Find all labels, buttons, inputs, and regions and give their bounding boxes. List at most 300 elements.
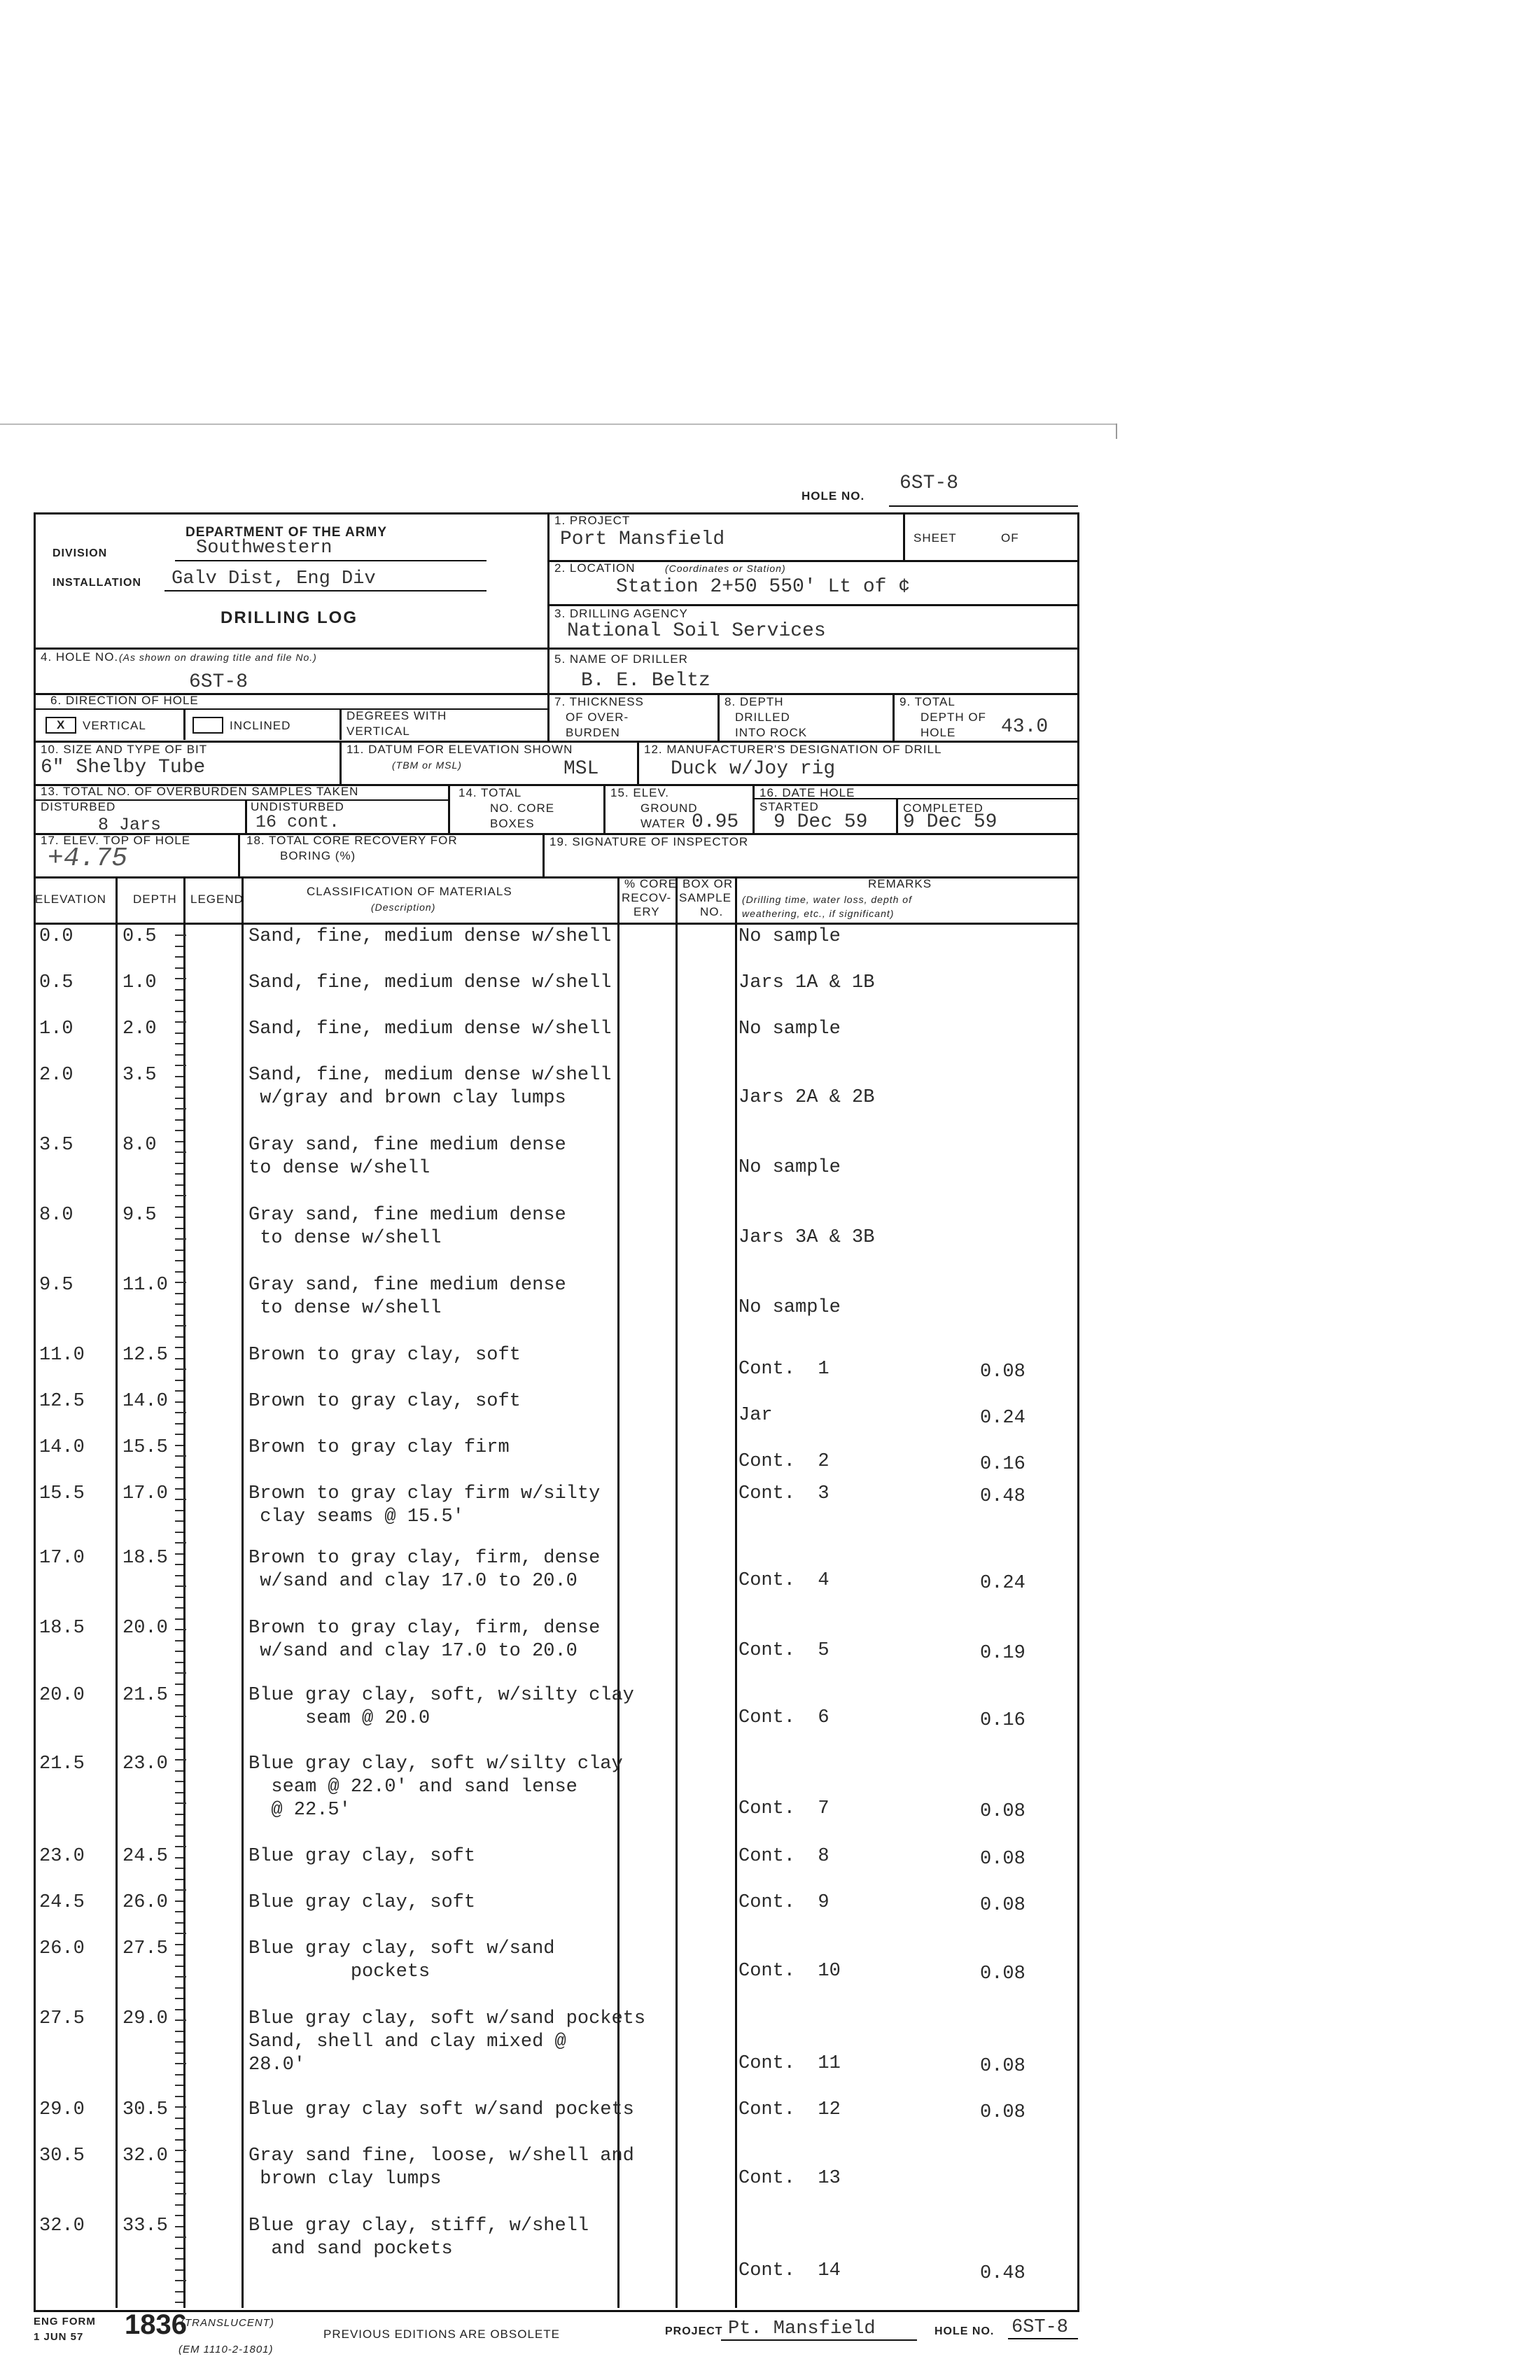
thick-label-1: 7. THICKNESS <box>554 695 644 708</box>
row-description: Sand, fine, medium dense w/shell <box>248 972 612 993</box>
elev-label-3: WATER <box>640 817 686 830</box>
col-remarks-1: REMARKS <box>868 877 932 890</box>
started-label: STARTED <box>760 800 819 813</box>
row-remark: Cont. 2 <box>738 1451 830 1472</box>
depth-tick <box>175 989 183 990</box>
vertical-label: VERTICAL <box>83 719 146 732</box>
agency-label: 3. DRILLING AGENCY <box>554 607 688 620</box>
row-elevation: 0.5 <box>39 972 74 993</box>
disturbed-value: 8 Jars <box>98 815 162 835</box>
row-description: Sand, fine, medium dense w/shell <box>248 1018 612 1040</box>
depth-tick <box>175 1802 186 1804</box>
depth-tick <box>175 2150 186 2151</box>
total-depth-value: 43.0 <box>1001 716 1049 738</box>
footer-project-label: PROJECT <box>665 2325 723 2337</box>
depth-tick <box>175 2031 183 2032</box>
row-depth: 11.0 <box>122 1275 168 1296</box>
hole-label: 4. HOLE NO. <box>41 650 119 664</box>
datum-label-2: (TBM or MSL) <box>392 760 462 771</box>
footer-em: (EM 1110-2-1801) <box>178 2344 274 2356</box>
project-label: 1. PROJECT <box>554 514 631 527</box>
row-elevation: 32.0 <box>39 2216 85 2236</box>
footer-obsolete: PREVIOUS EDITIONS ARE OBSOLETE <box>323 2328 560 2341</box>
depth-tick <box>175 1011 183 1012</box>
row-elevation: 12.5 <box>39 1391 85 1412</box>
row-elevation: 27.5 <box>39 2008 85 2029</box>
mfr-value: Duck w/Joy rig <box>671 758 836 780</box>
depth-tick <box>175 1000 183 1001</box>
depth-tick <box>175 1553 183 1555</box>
depth-tick <box>175 2085 183 2086</box>
depth-tick <box>175 1368 186 1370</box>
row-depth: 14.0 <box>122 1391 168 1412</box>
depth-tick <box>175 1152 186 1153</box>
depth-tick <box>175 1228 183 1229</box>
depth-tick <box>175 1716 186 1717</box>
col-box-3: NO. <box>700 905 724 918</box>
depth-tick <box>175 2215 183 2216</box>
depth-tick <box>175 1857 183 1858</box>
vertical-check-mark: X <box>57 718 66 732</box>
row-value: 0.08 <box>980 2102 1026 2123</box>
datum-value: MSL <box>564 758 599 780</box>
depth-tick <box>175 2193 186 2194</box>
footer-eng-form: ENG FORM <box>34 2316 96 2328</box>
depth-tick <box>175 1662 183 1663</box>
depth-tick <box>175 1163 183 1164</box>
row-depth: 17.0 <box>122 1483 168 1504</box>
row-depth: 26.0 <box>122 1892 168 1913</box>
recovery-label-2: BORING (%) <box>280 849 356 862</box>
depth-tick <box>175 1727 183 1728</box>
depth-tick <box>175 1184 183 1186</box>
row-remark: No sample <box>738 926 841 947</box>
col-core-2: RECOV- <box>622 891 672 904</box>
footer-hole-value: 6ST-8 <box>1011 2317 1069 2338</box>
row-remark: Cont. 6 <box>738 1707 830 1728</box>
row-description: Brown to gray clay, soft <box>248 1345 521 1366</box>
depth-tick <box>175 1586 186 1587</box>
row-remark: No sample <box>738 1018 841 1040</box>
depth-tick <box>175 1998 183 1999</box>
row-value: 0.08 <box>980 1963 1026 1984</box>
row-remark: Cont. 5 <box>738 1640 830 1661</box>
row-description: Gray sand fine, loose, w/shell and brown clay lumps <box>248 2146 634 2190</box>
row-description: Blue gray clay, soft w/sand pockets <box>248 1938 555 1982</box>
row-description: Brown to gray clay, soft <box>248 1391 521 1412</box>
row-elevation: 20.0 <box>39 1685 85 1706</box>
row-depth: 21.5 <box>122 1685 168 1706</box>
depth-tick <box>175 1759 186 1760</box>
depth-tick <box>175 2269 183 2271</box>
depth-tick <box>175 2041 183 2043</box>
undisturbed-label: UNDISTURBED <box>251 800 344 813</box>
depth-tick <box>175 1347 183 1348</box>
col-box-1: BOX OR <box>682 877 734 890</box>
row-depth: 2.0 <box>122 1018 157 1040</box>
row-remark: Jars 3A & 3B <box>738 1227 875 1248</box>
footer-date: 1 JUN 57 <box>34 2331 84 2343</box>
vertical-checkbox[interactable] <box>46 717 76 734</box>
depth-tick <box>175 2118 183 2119</box>
inclined-checkbox[interactable] <box>192 717 223 734</box>
depth-tick <box>175 1737 183 1739</box>
elev-value: 0.95 <box>692 811 739 833</box>
depth-tick <box>175 1520 183 1522</box>
core-boxes-label-1: 14. TOTAL <box>458 786 522 799</box>
row-elevation: 21.5 <box>39 1754 85 1774</box>
row-description: Blue gray clay, soft, w/silty clay seam @ 20.0 <box>248 1685 634 1729</box>
depth-tick <box>175 1217 183 1218</box>
row-description: Blue gray clay, soft w/sand pockets Sand, shell and clay mixed @ 28.0' <box>248 2008 646 2076</box>
row-depth: 3.5 <box>122 1065 157 1086</box>
row-depth: 18.5 <box>122 1548 168 1569</box>
row-remark: Jars 1A & 1B <box>738 972 875 993</box>
depth-tick <box>175 1195 186 1196</box>
depth-tick <box>175 1434 183 1435</box>
row-elevation: 24.5 <box>39 1892 85 1913</box>
depth-tick <box>175 1043 183 1044</box>
col-depth: DEPTH <box>133 892 177 906</box>
row-depth: 20.0 <box>122 1618 168 1639</box>
depth-tick <box>175 1054 183 1056</box>
depth-tick <box>175 1564 183 1565</box>
depth-tick <box>175 1477 183 1478</box>
depth-tick <box>175 1325 186 1326</box>
depth-tick <box>175 1987 183 1989</box>
total-depth-label-3: HOLE <box>920 726 956 739</box>
depth-tick <box>175 2139 183 2141</box>
depth-tick <box>175 1889 186 1891</box>
division-label: DIVISION <box>52 547 108 559</box>
thick-label-3: BURDEN <box>566 726 620 739</box>
depth-tick <box>175 1781 183 1782</box>
depth-tick <box>175 1944 183 1945</box>
row-value: 0.08 <box>980 1849 1026 1870</box>
depth-tick <box>175 1954 183 1956</box>
depth-tick <box>175 1499 186 1500</box>
depth-tick <box>175 1532 183 1533</box>
depth-tick <box>175 2128 183 2129</box>
depth-tick <box>175 934 186 936</box>
depth-tick <box>175 1900 183 1902</box>
bit-value: 6" Shelby Tube <box>41 757 206 778</box>
row-description: Brown to gray clay, firm, dense w/sand and clay 17.0 to 20.0 <box>248 1548 601 1592</box>
depth-tick <box>175 2204 183 2206</box>
depth-tick <box>175 1315 183 1316</box>
depth-tick <box>175 1911 183 1912</box>
samples-label: 13. TOTAL NO. OF OVERBURDEN SAMPLES TAKEN <box>41 785 359 798</box>
depth-tick <box>175 1412 186 1413</box>
col-class-1: CLASSIFICATION OF MATERIALS <box>307 885 512 898</box>
depth-tick <box>175 1629 186 1630</box>
inclined-label: INCLINED <box>230 719 291 732</box>
row-elevation: 9.5 <box>39 1275 74 1296</box>
footer-translucent: (TRANSLUCENT) <box>181 2317 274 2329</box>
depth-tick <box>175 1684 183 1685</box>
elev-label-2: GROUND <box>640 802 698 815</box>
row-value: 0.08 <box>980 1362 1026 1382</box>
depth-tick <box>175 1206 183 1208</box>
depth-tick <box>175 1879 183 1880</box>
depth-tick <box>175 1966 183 1967</box>
row-elevation: 17.0 <box>39 1548 85 1569</box>
depth-tick <box>175 1672 186 1674</box>
depth-tick <box>175 1119 183 1121</box>
depth-tick <box>175 1358 183 1359</box>
completed-label: COMPLETED <box>903 802 983 815</box>
row-description: Brown to gray clay firm w/silty clay seams @ 15.5' <box>248 1483 601 1527</box>
row-remark: Cont. 13 <box>738 2168 841 2189</box>
depth-tick <box>175 1141 183 1142</box>
depth-tick <box>175 1260 183 1261</box>
depth-tick <box>175 1814 183 1815</box>
depth-tick <box>175 2302 183 2303</box>
depth-tick <box>175 2074 183 2076</box>
depth-tick <box>175 2183 183 2184</box>
row-elevation: 3.5 <box>39 1135 74 1156</box>
depth-tick <box>175 2291 183 2292</box>
top-value: +4.75 <box>48 844 128 874</box>
project-value: Port Mansfield <box>560 528 725 550</box>
depth-tick <box>175 2280 186 2281</box>
row-elevation: 14.0 <box>39 1437 85 1458</box>
depth-tick <box>175 1575 183 1576</box>
depth-tick <box>175 946 183 947</box>
depth-tick <box>175 1868 183 1869</box>
row-value: 0.24 <box>980 1408 1026 1429</box>
undisturbed-value: 16 cont. <box>255 812 340 832</box>
depth-tick <box>175 2019 186 2021</box>
depth-tick <box>175 2236 186 2238</box>
core-boxes-label-3: BOXES <box>490 817 535 830</box>
depth-tick <box>175 2171 183 2173</box>
location-label: 2. LOCATION <box>554 561 636 575</box>
col-remarks-3: weathering, etc., if significant) <box>742 908 895 919</box>
row-remark: Jar <box>738 1405 773 1426</box>
row-value: 0.48 <box>980 1486 1026 1507</box>
depth-tick <box>175 1445 183 1446</box>
row-remark: Cont. 4 <box>738 1570 830 1591</box>
depth-tick <box>175 1108 186 1110</box>
row-remark: Cont. 12 <box>738 2099 841 2120</box>
footer-form-number: 1836 <box>125 2309 187 2340</box>
col-core-3: ERY <box>634 905 660 918</box>
depth-tick <box>175 1651 183 1652</box>
top-label: 17. ELEV. TOP OF HOLE <box>41 834 191 847</box>
depth-tick <box>175 1336 183 1338</box>
total-depth-label-2: DEPTH OF <box>920 710 986 724</box>
row-description: Brown to gray clay firm <box>248 1437 510 1458</box>
depth-tick <box>175 1065 186 1066</box>
core-boxes-label-2: NO. CORE <box>490 802 555 815</box>
thick-label-2: OF OVER- <box>566 710 629 724</box>
depth-tick <box>175 1835 183 1837</box>
row-description: Gray sand, fine medium dense to dense w/shell <box>248 1205 566 1249</box>
row-remark: Cont. 3 <box>738 1483 830 1504</box>
depth-tick <box>175 1607 183 1609</box>
hole-no-label: HOLE NO. <box>802 489 865 503</box>
completed-value: 9 Dec 59 <box>903 811 997 833</box>
row-depth: 9.5 <box>122 1205 157 1226</box>
depth-tick <box>175 1173 183 1175</box>
disturbed-label: DISTURBED <box>41 800 116 813</box>
row-description: Blue gray clay, soft <box>248 1846 476 1867</box>
depth-tick <box>175 2009 183 2010</box>
col-box-2: SAMPLE <box>679 891 732 904</box>
location-value: Station 2+50 550' Lt of ¢ <box>616 576 911 598</box>
depth-tick <box>175 1933 186 1934</box>
row-description: Blue gray clay, stiff, w/shell and sand pockets <box>248 2216 589 2260</box>
row-remark: Cont. 11 <box>738 2053 841 2074</box>
hole-no-value: 6ST-8 <box>899 472 959 494</box>
depth-tick <box>175 1086 183 1088</box>
depth-tick <box>175 1770 183 1772</box>
depth-tick <box>175 1922 183 1924</box>
depth-tick <box>175 2248 183 2249</box>
col-remarks-2: (Drilling time, water loss, depth of <box>742 894 912 905</box>
depth-tick <box>175 1510 183 1511</box>
depth-tick <box>175 1238 186 1240</box>
row-remark: Cont. 7 <box>738 1798 830 1819</box>
col-core-1: % CORE <box>624 877 677 890</box>
row-depth: 23.0 <box>122 1754 168 1774</box>
bit-label: 10. SIZE AND TYPE OF BIT <box>41 743 208 756</box>
row-elevation: 30.5 <box>39 2146 85 2166</box>
depth-tick <box>175 1401 183 1403</box>
row-elevation: 29.0 <box>39 2099 85 2120</box>
depth-tick <box>175 1293 183 1294</box>
row-remark: Jars 2A & 2B <box>738 1087 875 1108</box>
mfr-label: 12. MANUFACTURER'S DESIGNATION OF DRILL <box>644 743 942 756</box>
datum-label-1: 11. DATUM FOR ELEVATION SHOWN <box>346 743 573 756</box>
depth-tick <box>175 1032 183 1034</box>
depth-tick <box>175 1282 186 1283</box>
depth-tick <box>175 956 183 958</box>
depth-tick <box>175 1380 183 1381</box>
depth-tick <box>175 2052 183 2054</box>
row-value: 0.08 <box>980 2056 1026 2077</box>
depth-rock-label-2: DRILLED <box>735 710 790 724</box>
footer-hole-label: HOLE NO. <box>934 2325 995 2337</box>
depth-tick <box>175 1846 186 1847</box>
depth-tick <box>175 1455 186 1457</box>
installation-value: Galv Dist, Eng Div <box>172 568 376 589</box>
row-remark: Cont. 9 <box>738 1892 830 1913</box>
depth-tick <box>175 1824 183 1826</box>
col-class-2: (Description) <box>371 902 436 913</box>
depth-tick <box>175 1749 183 1750</box>
depth-tick <box>175 1130 183 1131</box>
depth-tick <box>175 2106 186 2108</box>
depth-tick <box>175 978 186 979</box>
row-remark: Cont. 1 <box>738 1359 830 1380</box>
row-value: 0.16 <box>980 1454 1026 1475</box>
row-depth: 8.0 <box>122 1135 157 1156</box>
form-title: DRILLING LOG <box>220 608 358 627</box>
depth-tick <box>175 1021 186 1023</box>
row-description: Sand, fine, medium dense w/shell w/gray and brown clay lumps <box>248 1065 612 1109</box>
row-elevation: 0.0 <box>39 926 74 947</box>
row-elevation: 26.0 <box>39 1938 85 1959</box>
row-value: 0.08 <box>980 1801 1026 1822</box>
row-depth: 0.5 <box>122 926 157 947</box>
row-elevation: 18.5 <box>39 1618 85 1639</box>
started-value: 9 Dec 59 <box>774 811 868 833</box>
row-depth: 30.5 <box>122 2099 168 2120</box>
row-value: 0.24 <box>980 1573 1026 1594</box>
row-remark: Cont. 8 <box>738 1846 830 1867</box>
depth-tick <box>175 1390 183 1392</box>
row-description: Brown to gray clay, firm, dense w/sand and clay 17.0 to 20.0 <box>248 1618 601 1662</box>
row-value: 0.16 <box>980 1710 1026 1731</box>
row-depth: 27.5 <box>122 1938 168 1959</box>
row-depth: 32.0 <box>122 2146 168 2166</box>
row-remark: No sample <box>738 1297 841 1318</box>
depth-tick <box>175 1618 183 1620</box>
agency-value: National Soil Services <box>567 620 826 642</box>
row-value: 0.48 <box>980 2263 1026 2284</box>
row-description: Sand, fine, medium dense w/shell <box>248 926 612 947</box>
row-elevation: 1.0 <box>39 1018 74 1040</box>
row-remark: No sample <box>738 1157 841 1178</box>
sheet-label: SHEET <box>913 531 957 545</box>
depth-tick <box>175 1976 186 1977</box>
depth-tick <box>175 1466 183 1468</box>
date-label: 16. DATE HOLE <box>760 786 855 799</box>
depth-rock-label-1: 8. DEPTH <box>724 695 784 708</box>
depth-tick <box>175 1423 183 1424</box>
depth-tick <box>175 967 183 969</box>
col-elevation: ELEVATION <box>35 892 106 906</box>
recovery-label-1: 18. TOTAL CORE RECOVERY FOR <box>246 834 458 847</box>
driller-value: B. E. Beltz <box>581 670 710 692</box>
depth-tick <box>175 1488 183 1490</box>
row-description: Blue gray clay, soft <box>248 1892 476 1913</box>
installation-label: INSTALLATION <box>52 577 141 589</box>
row-value: 0.08 <box>980 1895 1026 1916</box>
hole-value: 6ST-8 <box>189 671 248 693</box>
location-hint: (Coordinates or Station) <box>665 563 786 574</box>
depth-tick <box>175 1250 183 1251</box>
dept-title: DEPARTMENT OF THE ARMY <box>186 525 387 540</box>
hole-hint: (As shown on drawing title and file No.) <box>119 652 317 663</box>
of-label: OF <box>1001 531 1019 545</box>
row-elevation: 23.0 <box>39 1846 85 1867</box>
row-depth: 1.0 <box>122 972 157 993</box>
depth-tick <box>175 1792 183 1793</box>
row-depth: 33.5 <box>122 2216 168 2236</box>
row-elevation: 2.0 <box>39 1065 74 1086</box>
col-legend: LEGEND <box>190 892 244 906</box>
row-description: Blue gray clay, soft w/silty clay seam @ 22.0' and sand lense @ 22.5' <box>248 1754 623 1821</box>
depth-tick <box>175 1076 183 1077</box>
depth-tick <box>175 1640 183 1642</box>
depth-tick <box>175 1705 183 1707</box>
row-value: 0.19 <box>980 1643 1026 1664</box>
depth-tick <box>175 1098 183 1099</box>
row-description: Gray sand, fine medium dense to dense w/shell <box>248 1275 566 1319</box>
row-elevation: 15.5 <box>39 1483 85 1504</box>
depth-tick <box>175 2096 183 2097</box>
depth-tick <box>175 2063 186 2064</box>
row-depth: 29.0 <box>122 2008 168 2029</box>
footer-project-value: Pt. Mansfield <box>728 2318 876 2339</box>
depth-tick <box>175 1542 186 1544</box>
inspector-label: 19. SIGNATURE OF INSPECTOR <box>550 835 749 848</box>
driller-label: 5. NAME OF DRILLER <box>554 652 688 666</box>
depth-tick <box>175 2226 183 2227</box>
